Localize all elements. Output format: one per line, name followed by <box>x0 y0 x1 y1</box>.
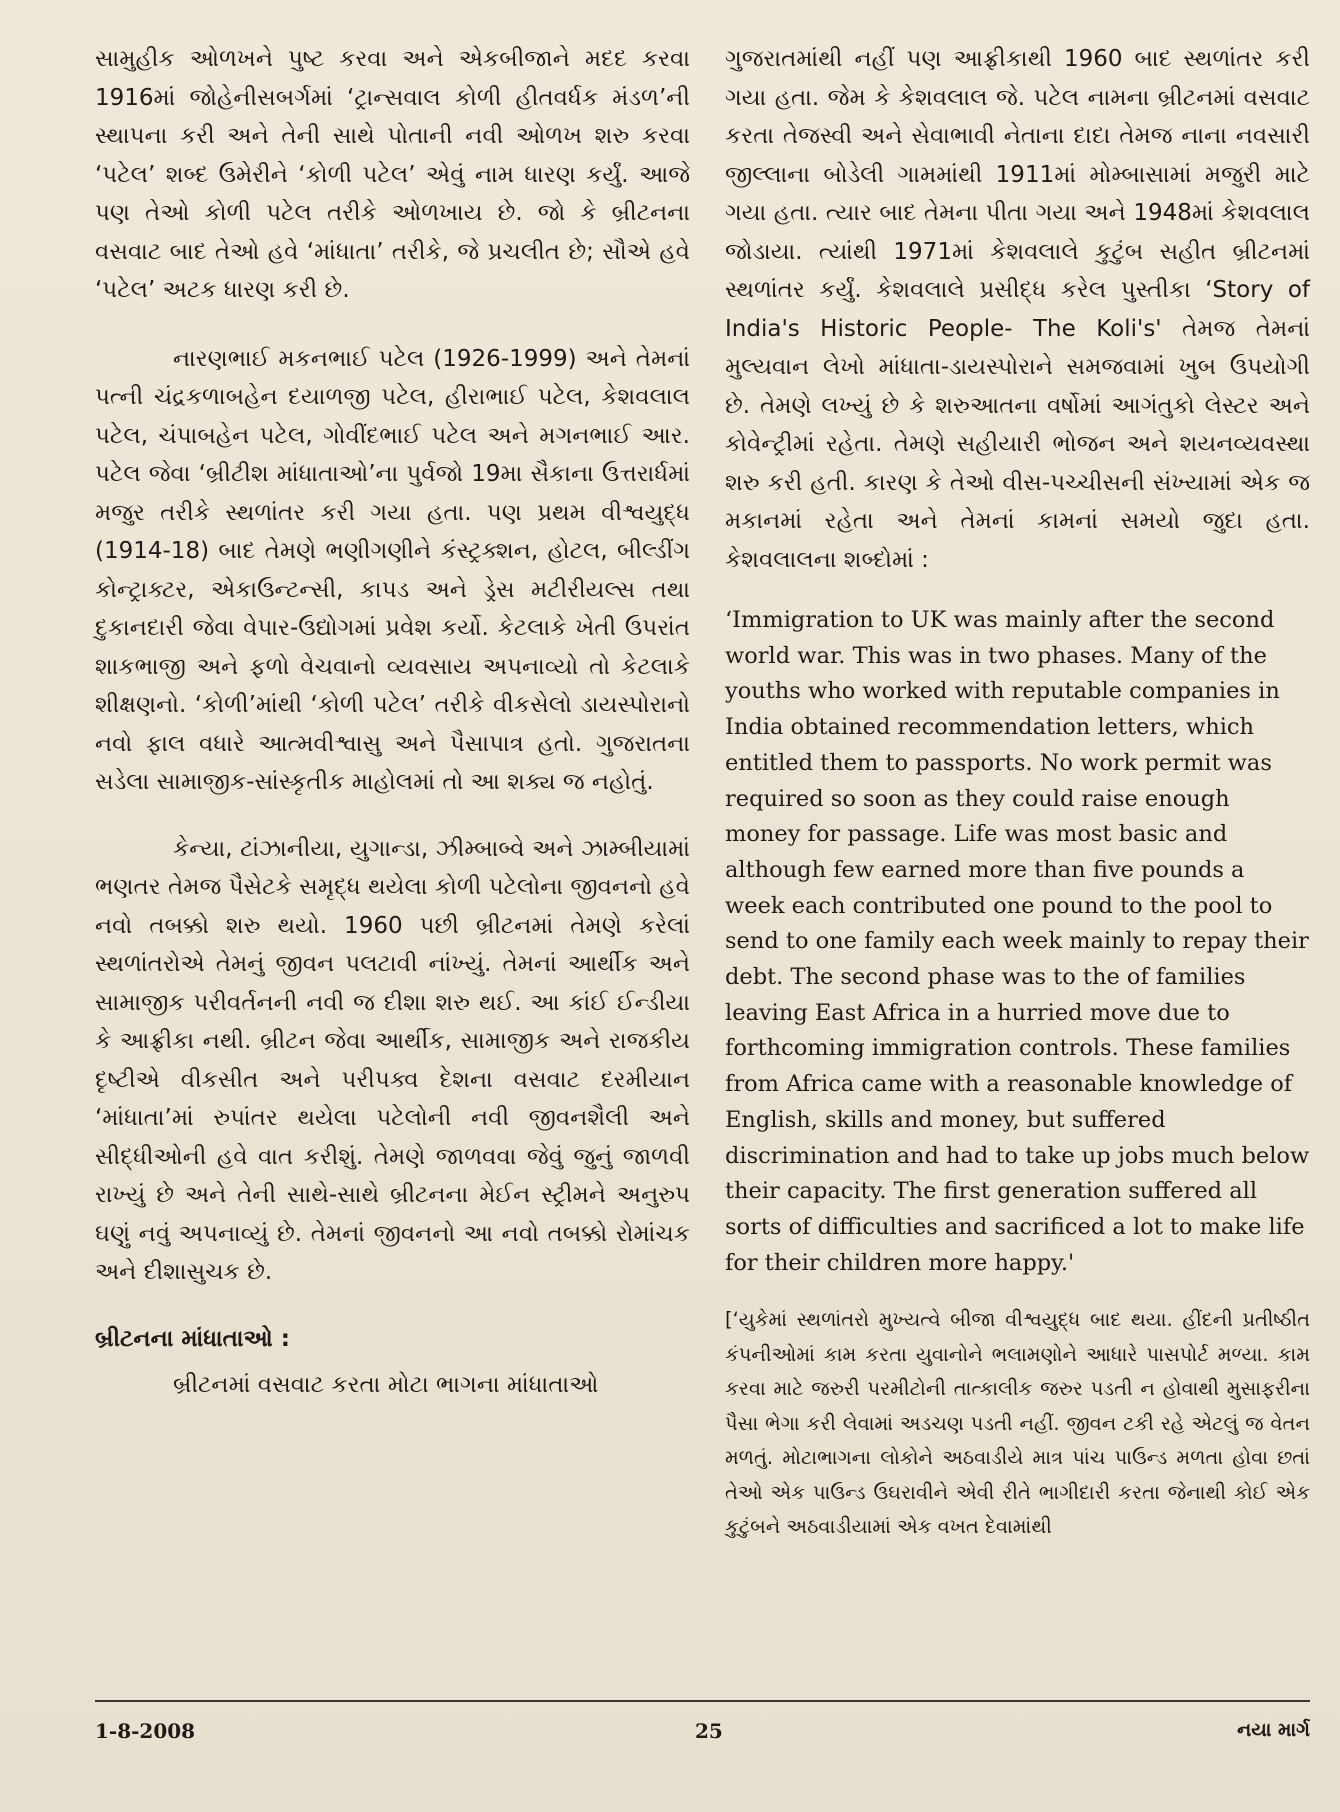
english-quote: ‘Immigration to UK was mainly after the second world war. This was in two phases. Many of the youths who worked with reputable companies in India obtained recommendation letters, which entitled them to passports. No work permit was required so soon as they could raise enough money for passage. Life was most basic and although few earned more than five pounds a week each contributed one pound to the pool to send to one family each week mainly to repay their debt. The second phase was to the of families leaving East Africa in a hurried move due to forthcoming immigration controls. These families from Africa came with a reasonable knowledge of English, skills and money, but suffered discrimination and had to take up jobs much below their capacity. The first generation suffered all sorts of difficulties and sacrificed a lot to make life for their children more happy.' <box>725 607 1310 1276</box>
quote-translation: [‘યુકેમાં સ્થળાંતરો મુખ્યત્વે બીજા વીશ્વયુદ્ધ બાદ થયા. હીંદની પ્રતીષ્ઠીત કંપનીઓમાં કામ કરતા યુવાનોને ભલામણોને આધારે પાસપોર્ટ મળ્યા. કામ કરવા માટે જરુરી પરમીટોની તાત્કાલીક જરુર પડતી ન હોવાથી મુસાફરીના પૈસા ભેગા કરી લેવામાં અડચણ પડતી નહીં. જીવન ટકી રહે એટલું જ વેતન મળતું. મોટાભાગના લોકોને અઠવાડીયે માત્ર પાંચ પાઉન્ડ મળતા હોવા છતાં તેઓ એક પાઉન્ડ ઉઘરાવીને એવી રીતે ભાગીદારી કરતા જેનાથી કોઈ એક કુટુંબને અઠવાડીયામાં એક વખત દેવામાંથી <box>725 1308 1310 1539</box>
left-column <box>95 40 690 1431</box>
paragraph: નારણભાઈ મકનભાઈ પટેલ (1926-1999) અને તેમનાં પત્ની ચંદ્રકળાબહેન દયાળજી પટેલ, હીરાભાઈ પટેલ, કેશવલાલ પટેલ, ચંપાબહેન પટેલ, ગોવીંદભાઈ પટેલ અને મગનભાઈ આર. પટેલ જેવા ‘બ્રીટીશ માંધાતાઓ’ના પુર્વજો 19મા સૈકાના ઉત્તરાર્ધમાં મજુર તરીકે સ્થળાંતર કરી ગયા હતા. પણ પ્રથમ વીશ્વયુદ્ધ (1914-18) બાદ તેમણે ભણીગણીને કંસ્ટ્રક્શન, હોટલ, બીલ્ડીંગ કોન્ટ્રાક્ટર, એકાઉન્ટન્સી, કાપડ અને ડ્રેસ મટીરીયલ્સ તથા દુકાનદારી જેવા વેપાર-ઉદ્યોગમાં પ્રવેશ કર્યો. કેટલાકે ખેતી ઉપરાંત શાકભાજી અને ફળો વેચવાનો વ્યવસાય અપનાવ્યો તો કેટલાકે શીક્ષણનો. ‘કોળી’માંથી ‘કોળી પટેલ’ તરીકે વીકસેલો ડાયસ્પોરાનો નવો ફાલ વધારે આત્મવીશ્વાસુ અને પૈસાપાત્ર હતો. ગુજરાતના સડેલા સામાજીક-સાંસ્કૃતીક માહોલમાં તો આ શક્ય જ નહોતું. <box>95 345 690 795</box>
magazine-name: નયા માર્ગ <box>1237 1719 1310 1741</box>
footer-divider <box>95 1700 1310 1702</box>
paragraph: બ્રીટનમાં વસવાટ કરતા મોટા ભાગના માંધાતાઓ <box>173 1372 599 1398</box>
section-heading: બ્રીટનના માંધાતાઓ : <box>95 1325 290 1352</box>
paragraph: સામુહીક ઓળખને પુષ્ટ કરવા અને એકબીજાને મદદ કરવા 1916માં જોહેનીસબર્ગમાં ‘ટ્રાન્સવાલ કોળી હીતવર્ધક મંડળ’ની સ્થાપના કરી અને તેની સાથે પોતાની નવી ઓળખ શરુ કરવા ‘પટેલ’ શબ્દ ઉમેરીને ‘કોળી પટેલ’ એવું નામ ધારણ કર્યું. આજે પણ તેઓ કોળી પટેલ તરીકે ઓળખાય છે. જો કે બ્રીટનના વસવાટ બાદ તેઓ હવે ‘માંધાતા’ તરીકે, જે પ્રચલીત છે; સૌએ હવે ‘પટેલ’ અટક ધારણ કરી છે. <box>95 46 690 303</box>
paragraph: કેન્યા, ટાંઝાનીયા, યુગાન્ડા, ઝીમ્બાબ્વે અને ઝામ્બીયામાં ભણતર તેમજ પૈસેટકે સમૃદ્ધ થયેલા કોળી પટેલોના જીવનનો હવે નવો તબક્કો શરુ થયો. 1960 પછી બ્રીટનમાં તેમણે કરેલાં સ્થળાંતરોએ તેમનું જીવન પલટાવી નાંખ્યું. તેમનાં આર્થીક અને સામાજીક પરીવર્તનની નવી જ દીશા શરુ થઈ. આ કાંઈ ઈન્ડીયા કે આફ્રીકા નથી. બ્રીટન જેવા આર્થીક, સામાજીક અને રાજકીય દૃષ્ટીએ વીકસીત અને પરીપક્વ દેશના વસવાટ દરમીયાન ‘માંધાતા’માં રુપાંતર થયેલા પટેલોની નવી જીવનશૈલી અને સીદ્ધીઓની હવે વાત કરીશું. તેમણે જાળવવા જેવું જુનું જાળવી રાખ્યું છે અને તેની સાથે-સાથે બ્રીટનના મેઈન સ્ટ્રીમને અનુરુપ ઘણું નવું અપનાવ્યું છે. તેમનાં જીવનનો આ નવો તબક્કો રોમાંચક અને દીશાસુચક છે. <box>95 835 690 1285</box>
issue-date: 1-8-2008 <box>95 1719 196 1743</box>
right-column <box>725 40 1310 1571</box>
page-number: 25 <box>695 1719 723 1743</box>
paragraph: ગુજરાતમાંથી નહીં પણ આફ્રીકાથી 1960 બાદ સ્થળાંતર કરી ગયા હતા. જેમ કે કેશવલાલ જે. પટેલ નામના બ્રીટનમાં વસવાટ કરતા તેજસ્વી અને સેવાભાવી નેતાના દાદા તેમજ નાના નવસારી જીલ્લાના બોડેલી ગામમાંથી 1911માં મોમ્બાસામાં મજુરી માટે ગયા હતા. ત્યાર બાદ તેમના પીતા ગયા અને 1948માં કેશવલાલ જોડાયા. ત્યાંથી 1971માં કેશવલાલે કુટુંબ સહીત બ્રીટનમાં સ્થળાંતર કર્યું. કેશવલાલે પ્રસીદ્ધ કરેલ પુસ્તીકા ‘Story of India's Historic People- The Koli's' તેમજ તેમનાં મુલ્યવાન લેખો માંધાતા-ડાયસ્પોરાને સમજવામાં ખુબ ઉપયોગી છે. તેમણે લખ્યું છે કે શરુઆતના વર્ષોમાં આગંતુકો લેસ્ટર અને કોવેન્ટ્રીમાં રહેતા. તેમણે સહીયારી ભોજન અને શયનવ્યવસ્થા શરુ કરી હતી. કારણ કે તેઓ વીસ-પચ્ચીસની સંખ્યામાં એક જ મકાનમાં રહેતા અને તેમનાં કામનાં સમયો જુદા હતા. કેશવલાલના શબ્દોમાં : <box>725 46 1310 573</box>
page-footer <box>95 1719 1310 1749</box>
